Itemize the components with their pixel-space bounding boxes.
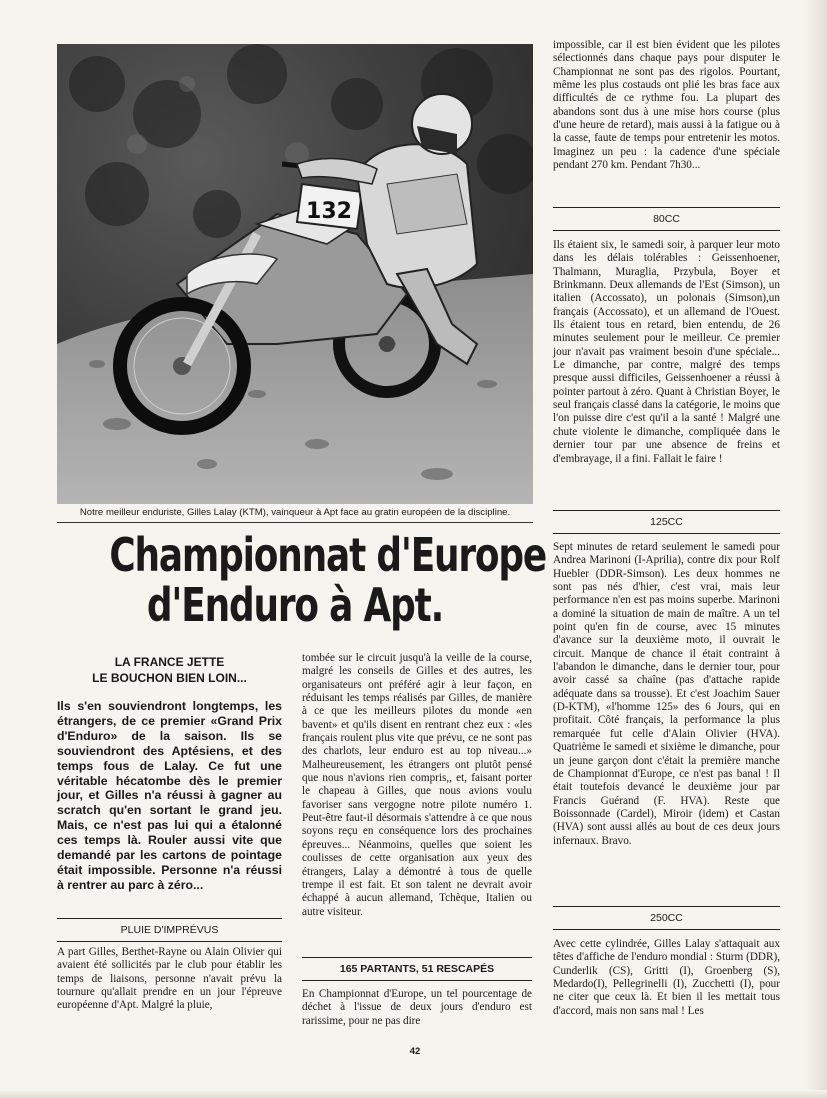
section-title-250cc: 250CC: [553, 906, 780, 930]
section-title-80cc: 80CC: [553, 207, 780, 231]
section-title-125cc: 125CC: [553, 510, 780, 534]
svg-text:132: 132: [306, 199, 352, 224]
photo-caption: Notre meilleur enduriste, Gilles Lalay (KTM), vainqueur à Apt face au gratin européen de la discipline.: [79, 507, 511, 518]
section-text-80cc: Ils étaient six, le samedi soir, à parquer leur moto dans les délais tolérables : Geissenhoener, Thalmann, Muraglia, Przybula, Boyer et Brinkmann. Deux allemands de l'Est (Simson), un italien (Accossato), un polonais (Simson),un français (Accossato), et un allemand de l'Ouest. Ils étaient tous en retard, bien entendu, de 26 minutes seulement pour le meilleur. Ce premier jour n'avait pas vraiment besoin d'une spéciale... Le dimanche, par contre, malgré des temps presque aussi difficiles, Geissenhoener a réussi à pointer partout à zéro. Quant à Christian Boyer, le seul français classé dans la catégorie, le moins que l'on puisse dire c'est qu'il a la santé ! Malgré une chute violente le dimanche, compliquée dans le dernier tour par une absence de freins et d'embrayage, il a fini. Fallait le faire !: [553, 239, 780, 465]
headline-line-2: d'Enduro à Apt.: [146, 578, 444, 632]
intro-paragraph: Ils s'en souviendront longtemps, les étrangers, de ce premier «Grand Prix d'Enduro» de la saison. Ils se souviendront des Aptésiens, et des temps fous de Lalay. Ce fut une véritable hécatombe dès le premier jour, et Gilles n'a réussi à gagner au scratch qu'en sortant le grand jeu. Mais, ce n'est pas lui qui a étalonné ces temps là. Rouler aussi vite que demandé par les cartons de pointage était impossible. Personne n'a réussi à rentrer au parc à zéro...: [57, 699, 282, 892]
headline-line-1: Championnat d'Europe: [109, 528, 547, 582]
number-plate: [297, 184, 362, 229]
section-title-partants: 165 PARTANTS, 51 RESCAPÉS: [302, 957, 532, 981]
section-text-125cc: Sept minutes de retard seulement le samedi pour Andrea Marinoni (I-Aprilia), contre dix pour Rolf Huebler (DDR-Simson). Les deux hommes ne sont pas nés d'hier, c'est vrai, mais leur performance n'en est pas moins superbe. Marinoni a dominé la situation de main de maître. A un tel point qu'en fin de course, avec 15 minutes d'avance sur la deuxième moto, il ouvrait le circuit. Manque de chance il était contraint à l'abandon le dimanche, dans le dernier tour, pour avoir cassé sa chaîne (pas d'attache rapide adéquate dans sa trousse). Et c'est Joachim Sauer (D-KTM), «l'homme 125» des 6 Jours, qui en profitait. Côté français, la performance la plus remarquée fut celle d'Alain Olivier (HVA). Quatrième le samedi et sixième le dimanche, pour un jeune garçon dont c'était la première manche de Championnat d'Europe, ce n'est pas banal ! Il était toutefois devancé le deuxième jour par Francis Guérand (F. HVA). Reste que Boissonnade (Cardel), Miroir (idem) et Castan (HVA) sont aussi allés au bout de ces deux jours infernaux. Bravo.: [553, 541, 780, 847]
article-headline: [109, 528, 547, 632]
section-title-pluie: PLUIE D'IMPRÉVUS: [57, 918, 282, 942]
section-text-250cc: Avec cette cylindrée, Gilles Lalay s'attaquait aux têtes d'affiche de l'enduro mondial : Sturm (DDR), Cunderlik (CS), Gritti (I), Groenberg (S), Medardo(I), Pellegrinelli (I), Zucchetti (I), pour ne citer que ceux là. Et bien il les mettait tous d'accord, mais non sans mal ! Les: [553, 938, 780, 1017]
page-number: 42: [409, 1046, 421, 1057]
page-bottom-shadow: [0, 1090, 827, 1098]
section-text-partants: En Championnat d'Europe, un tel pourcentage de déchet à l'issue de deux jours d'enduro est rarissime, pour ne pas dire: [302, 988, 532, 1027]
column-middle-text: tombée sur le circuit jusqu'à la veille de la course, malgré les conseils de Gilles et des autres, les organisateurs ont préféré agir à leur façon, en réduisant les temps réalisés par Gilles, de manière à ce que les meilleurs pilotes du monde «en bavent» et qu'ils disent en rentrant chez eux : «les français roulent plus vite que prévu, ce ne sont pas des charlots, leur enduro est au top niveau...» Malheureusement, les étrangers ont plutôt pensé que nous n'avions rien compris,, et, faisant porter le chapeau à Gilles, que nous avions voulu favoriser sans vergogne notre pilote numéro 1. Peut-être faut-il désormais s'attendre à ce que nous soyons reçu en conséquence lors des prochaines épreuves... Néanmoins, quelles que soient les coulisses de cette organisation aux yeux des étrangers, Lalay a démontré à tous de quelle trempe il est fait. Et son talent ne devrait avoir échappé à aucun allemand, Tchèque, Italien ou autre visiteur.: [302, 652, 532, 918]
kicker-line-1: LA FRANCE JETTE: [114, 655, 225, 669]
section-text-pluie: A part Gilles, Berthet-Rayne ou Alain Olivier qui avaient été sollicités par le club pour établir les temps de liaisons, personne n'avait prévu la tournure qu'allait prendre en un jour l'épreuve européenne d'Apt. Malgré la pluie,: [57, 946, 282, 1012]
caption-rule: [57, 522, 533, 523]
column-right-top-text: impossible, car il est bien évident que les pilotes sélectionnés dans chaque pays pour disputer le Championnat ne sont pas des rigolos. Pourtant, même les plus costauds ont plié les bras face aux difficultés de ce rythme fou. La plupart des abandons sont dus à une mise hors course (plus d'une heure de retard), mais aussi à la fatigue ou à la casse, faute de temps pour entretenir les motos. Imaginez un peu : la cadence d'une spéciale pendant 270 km. Pendant 7h30...: [553, 39, 780, 172]
kicker: [57, 654, 282, 686]
motocross-rider-photo: [57, 44, 533, 504]
page-edge-shadow: [805, 0, 827, 1098]
kicker-line-2: LE BOUCHON BIEN LOIN...: [92, 671, 247, 685]
